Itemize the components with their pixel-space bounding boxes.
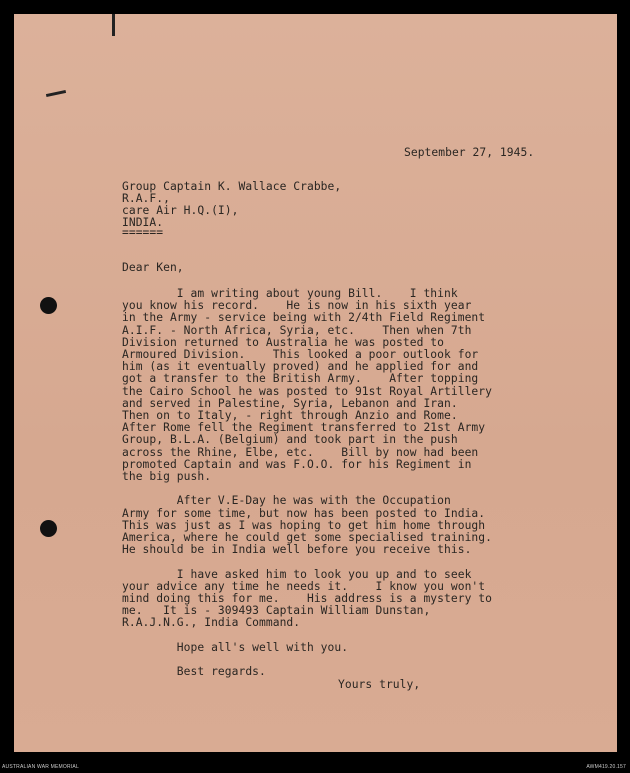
body-line: your advice any time he needs it. I know you won't	[122, 579, 486, 593]
body-line: Division returned to Australia he was posted to	[122, 335, 445, 349]
address-underline: ======	[122, 226, 164, 239]
body-line: He should be in India well before you receive this.	[122, 543, 472, 557]
body-line: him (as it eventually proved) and he applied for and	[122, 360, 479, 374]
body-line: got a transfer to the British Army. After topping	[122, 372, 479, 386]
address-line: R.A.F.,	[122, 192, 170, 205]
ink-mark-top	[112, 14, 115, 36]
body-line: across the Rhine, Elbe, etc. Bill by now had been	[122, 445, 479, 459]
body-line: Hope all's well with you.	[122, 640, 349, 654]
body-line: and served in Palestine, Syria, Lebanon and Iran.	[122, 396, 458, 410]
body-line: I am writing about young Bill. I think	[122, 287, 458, 300]
body-line: promoted Captain and was F.O.O. for his Regiment in	[122, 457, 472, 471]
body-line: Group, B.L.A. (Belgium) and took part in the push	[122, 433, 458, 447]
body-line: A.I.F. - North Africa, Syria, etc. Then when 7th	[122, 323, 472, 337]
body-line: you know his record. He is now in his sixth year	[122, 299, 472, 313]
body-line: America, where he could get some specialised training.	[122, 531, 492, 544]
letter-date: September 27, 1945.	[404, 146, 535, 159]
footer-archive-name: AUSTRALIAN WAR MEMORIAL	[2, 764, 79, 770]
body-line: Army for some time, but now has been posted to India.	[122, 506, 486, 520]
body-line: in the Army - service being with 2/4th Field Regiment	[122, 311, 486, 325]
footer-reference: AWM419.20.157	[586, 764, 626, 770]
body-line: mind doing this for me. His address is a mystery to	[122, 592, 492, 605]
body-line: the big push.	[122, 470, 212, 483]
body-line: the Cairo School he was posted to 91st Royal Artillery	[122, 384, 492, 398]
address-line: care Air H.Q.(I),	[122, 204, 239, 217]
body-line: Armoured Division. This looked a poor outlook for	[122, 348, 479, 361]
body-line: After Rome fell the Regiment transferred to 21st Army	[122, 421, 486, 435]
body-line: After V.E-Day he was with the Occupation	[122, 494, 451, 508]
salutation: Dear Ken,	[122, 261, 184, 274]
address-line: Group Captain K. Wallace Crabbe,	[122, 180, 342, 193]
body-line: This was just as I was hoping to get him home through	[122, 518, 486, 532]
body-line: me. It is - 309493 Captain William Dunstan,	[122, 604, 431, 618]
address-line: INDIA.	[122, 216, 164, 229]
punch-hole-bottom	[40, 520, 57, 537]
body-line: Best regards.	[122, 665, 266, 679]
body-line: I have asked him to look you up and to seek	[122, 567, 472, 581]
body-line: R.A.J.N.G., India Command.	[122, 616, 301, 630]
closing: Yours truly,	[338, 678, 421, 691]
punch-hole-top	[40, 297, 57, 314]
body-line: Then on to Italy, - right through Anzio and Rome.	[122, 409, 458, 422]
